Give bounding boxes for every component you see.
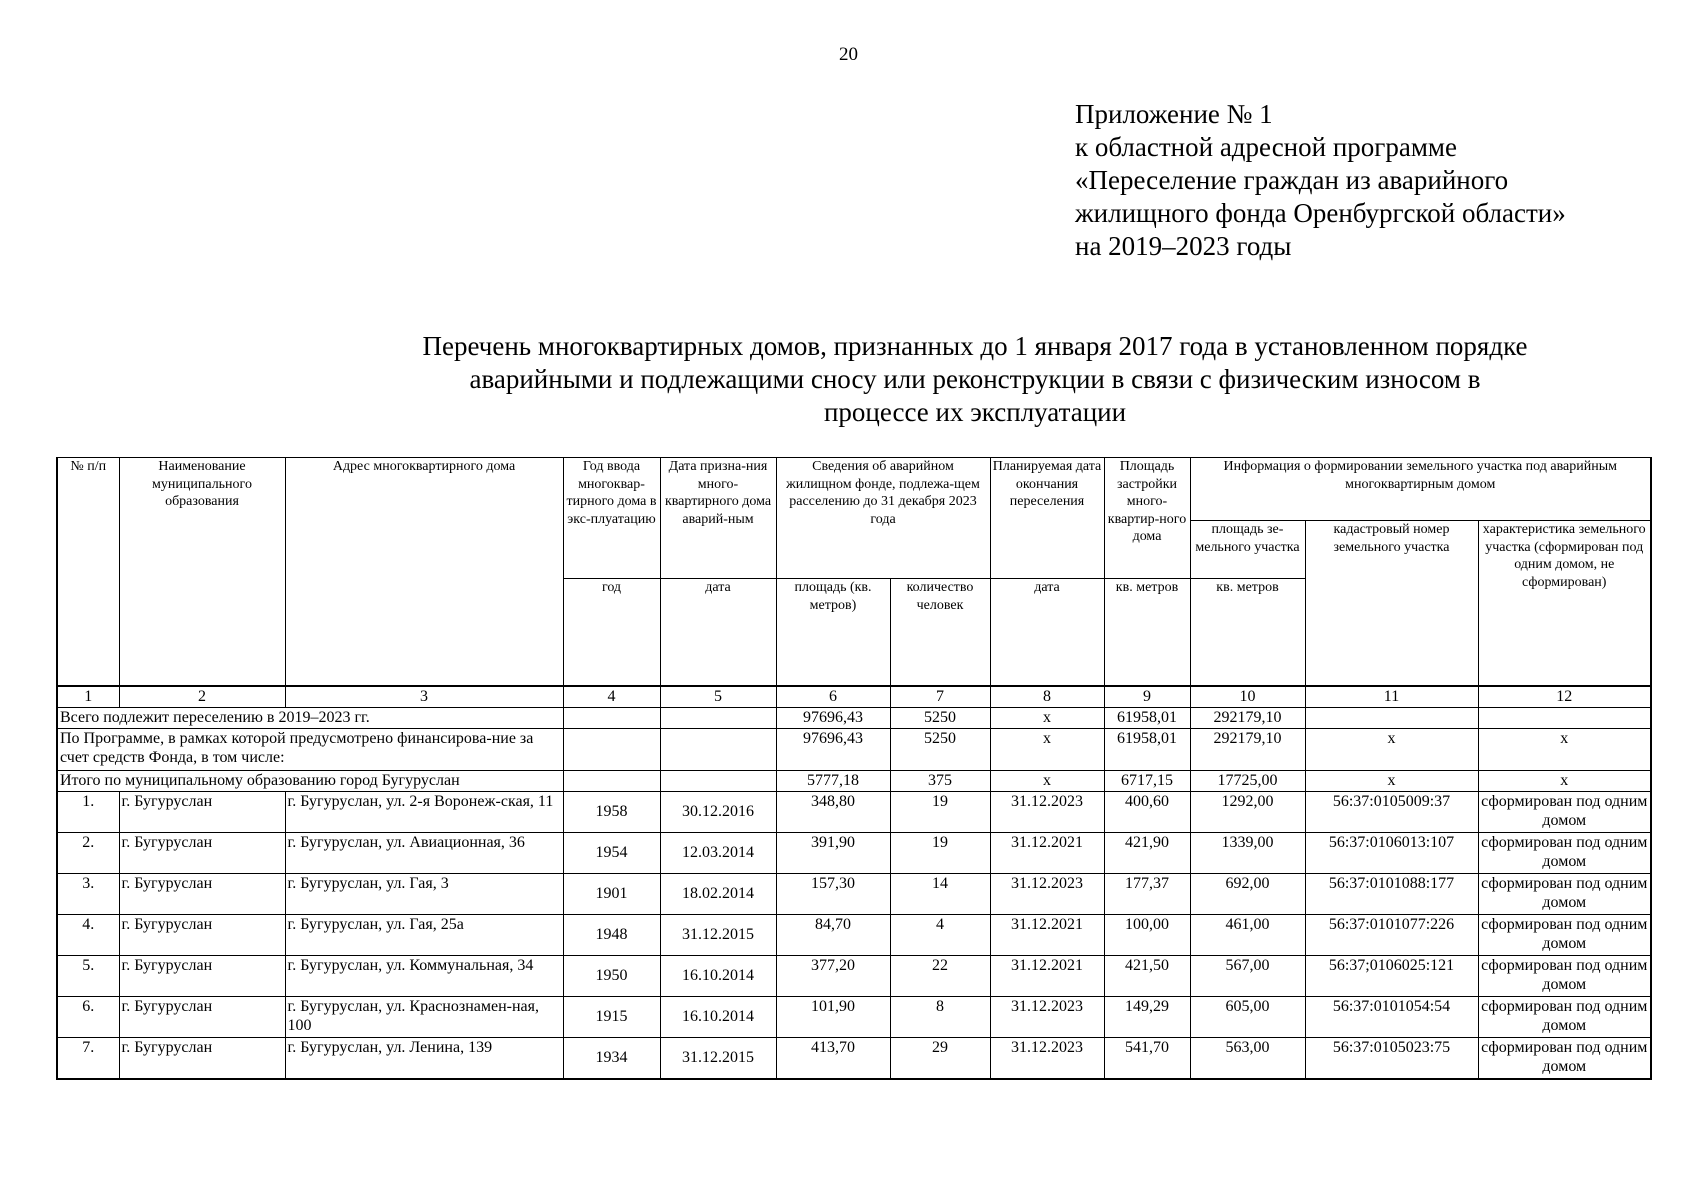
- housing-table: [56, 457, 1652, 1080]
- row-address: г. Бугуруслан, ул. Гая, 3: [285, 873, 563, 914]
- unit-sqm2: кв. метров: [1190, 579, 1305, 686]
- summary-cad: х: [1305, 770, 1478, 791]
- row-address: г. Бугуруслан, ул. 2-я Воронеж-ская, 11: [285, 791, 563, 832]
- row-land-char: сформирован под одним домом: [1478, 955, 1651, 996]
- row-land-char: сформирован под одним домом: [1478, 996, 1651, 1037]
- cell: [660, 770, 776, 791]
- row-people: 22: [890, 955, 990, 996]
- row-number: 1.: [57, 791, 119, 832]
- document-title: [330, 330, 1620, 429]
- summary-char: х: [1478, 770, 1651, 791]
- row-built-area: 177,37: [1104, 873, 1190, 914]
- appendix-line: жилищного фонда Оренбургской области»: [1075, 198, 1566, 228]
- summary-people: 375: [890, 770, 990, 791]
- summary-date: х: [990, 728, 1104, 770]
- table-row: [57, 914, 1651, 955]
- row-municipality: г. Бугуруслан: [119, 791, 285, 832]
- row-number: 7.: [57, 1037, 119, 1079]
- appendix-block: [1075, 98, 1566, 263]
- row-land-char: сформирован под одним домом: [1478, 914, 1651, 955]
- cell: [563, 770, 660, 791]
- row-date: 16.10.2014: [660, 996, 776, 1037]
- row-land-char: сформирован под одним домом: [1478, 832, 1651, 873]
- row-cadastral: 56:37:0101088:177: [1305, 873, 1478, 914]
- summary-people: 5250: [890, 707, 990, 728]
- summary-area: 97696,43: [776, 707, 890, 728]
- cell: [563, 728, 660, 770]
- unit-year: год: [563, 579, 660, 686]
- unit-area: площадь (кв. метров): [776, 579, 890, 686]
- row-date: 18.02.2014: [660, 873, 776, 914]
- row-date: 31.12.2015: [660, 914, 776, 955]
- summary-row: [57, 770, 1651, 791]
- row-land-char: сформирован под одним домом: [1478, 791, 1651, 832]
- row-end-date: 31.12.2023: [990, 791, 1104, 832]
- row-year: 1950: [563, 955, 660, 996]
- row-area: 157,30: [776, 873, 890, 914]
- row-built-area: 541,70: [1104, 1037, 1190, 1079]
- summary-area: 97696,43: [776, 728, 890, 770]
- summary-char: х: [1478, 728, 1651, 770]
- row-year: 1915: [563, 996, 660, 1037]
- row-end-date: 31.12.2023: [990, 873, 1104, 914]
- row-cadastral: 56:37:0101054:54: [1305, 996, 1478, 1037]
- unit-date2: дата: [990, 579, 1104, 686]
- row-area: 377,20: [776, 955, 890, 996]
- row-year: 1958: [563, 791, 660, 832]
- summary-row: [57, 728, 1651, 770]
- table-row: [57, 873, 1651, 914]
- row-land-area: 692,00: [1190, 873, 1305, 914]
- row-address: г. Бугуруслан, ул. Краснознамен-ная, 100: [285, 996, 563, 1037]
- header-address: Адрес многоквартирного дома: [285, 458, 563, 686]
- header-municipality: Наименование муниципального образования: [119, 458, 285, 686]
- row-address: г. Бугуруслан, ул. Авиационная, 36: [285, 832, 563, 873]
- row-year: 1934: [563, 1037, 660, 1079]
- row-year: 1901: [563, 873, 660, 914]
- row-people: 19: [890, 832, 990, 873]
- col-number: 11: [1305, 686, 1478, 708]
- page-number: 20: [839, 44, 858, 65]
- header-num: № п/п: [57, 458, 119, 686]
- row-cadastral: 56:37:0106013:107: [1305, 832, 1478, 873]
- row-municipality: г. Бугуруслан: [119, 955, 285, 996]
- row-municipality: г. Бугуруслан: [119, 1037, 285, 1079]
- row-land-char: сформирован под одним домом: [1478, 1037, 1651, 1079]
- row-number: 3.: [57, 873, 119, 914]
- row-date: 31.12.2015: [660, 1037, 776, 1079]
- row-area: 101,90: [776, 996, 890, 1037]
- header-built-area: Площадь застройки много-квартир-ного дома: [1104, 458, 1190, 579]
- unit-sqm: кв. метров: [1104, 579, 1190, 686]
- title-line: аварийными и подлежащими сносу или реконструкции в связи с физическим износом в: [469, 364, 1481, 394]
- unit-date: дата: [660, 579, 776, 686]
- row-municipality: г. Бугуруслан: [119, 832, 285, 873]
- row-area: 413,70: [776, 1037, 890, 1079]
- row-people: 19: [890, 791, 990, 832]
- row-number: 2.: [57, 832, 119, 873]
- summary-built: 61958,01: [1104, 707, 1190, 728]
- row-address: г. Бугуруслан, ул. Ленина, 139: [285, 1037, 563, 1079]
- row-number: 6.: [57, 996, 119, 1037]
- summary-area: 5777,18: [776, 770, 890, 791]
- row-built-area: 149,29: [1104, 996, 1190, 1037]
- row-date: 30.12.2016: [660, 791, 776, 832]
- appendix-line: Приложение № 1: [1075, 99, 1273, 129]
- cell: [660, 728, 776, 770]
- row-year: 1954: [563, 832, 660, 873]
- summary-label: По Программе, в рамках которой предусмотрено финансирова-ние за счет средств Фонда, в том числе:: [57, 728, 563, 770]
- col-number: 8: [990, 686, 1104, 708]
- row-cadastral: 56:37;0106025:121: [1305, 955, 1478, 996]
- table-row: [57, 955, 1651, 996]
- row-area: 391,90: [776, 832, 890, 873]
- unit-people: количество человек: [890, 579, 990, 686]
- table-row: [57, 791, 1651, 832]
- row-built-area: 421,90: [1104, 832, 1190, 873]
- row-people: 14: [890, 873, 990, 914]
- row-people: 4: [890, 914, 990, 955]
- row-area: 348,80: [776, 791, 890, 832]
- row-built-area: 421,50: [1104, 955, 1190, 996]
- row-municipality: г. Бугуруслан: [119, 996, 285, 1037]
- col-number: 5: [660, 686, 776, 708]
- row-number: 4.: [57, 914, 119, 955]
- row-end-date: 31.12.2023: [990, 1037, 1104, 1079]
- row-land-area: 567,00: [1190, 955, 1305, 996]
- row-land-area: 461,00: [1190, 914, 1305, 955]
- summary-land: 292179,10: [1190, 707, 1305, 728]
- cell: [660, 707, 776, 728]
- row-end-date: 31.12.2023: [990, 996, 1104, 1037]
- summary-cad: х: [1305, 728, 1478, 770]
- row-year: 1948: [563, 914, 660, 955]
- row-date: 16.10.2014: [660, 955, 776, 996]
- row-land-area: 1292,00: [1190, 791, 1305, 832]
- appendix-line: на 2019–2023 годы: [1075, 231, 1292, 261]
- row-land-area: 563,00: [1190, 1037, 1305, 1079]
- col-number: 12: [1478, 686, 1651, 708]
- row-municipality: г. Бугуруслан: [119, 914, 285, 955]
- col-number: 1: [57, 686, 119, 708]
- summary-row: [57, 707, 1651, 728]
- row-land-area: 605,00: [1190, 996, 1305, 1037]
- summary-people: 5250: [890, 728, 990, 770]
- row-address: г. Бугуруслан, ул. Гая, 25а: [285, 914, 563, 955]
- header-land-char: характеристика земельного участка (сформирован под одним домом, не сформирован): [1478, 521, 1651, 686]
- header-emergency-info: Сведения об аварийном жилищном фонде, подлежа-щем расселению до 31 декабря 2023 года: [776, 458, 990, 579]
- summary-cad: [1305, 707, 1478, 728]
- appendix-line: «Переселение граждан из аварийного: [1075, 165, 1509, 195]
- row-land-char: сформирован под одним домом: [1478, 873, 1651, 914]
- row-built-area: 400,60: [1104, 791, 1190, 832]
- summary-built: 6717,15: [1104, 770, 1190, 791]
- row-end-date: 31.12.2021: [990, 955, 1104, 996]
- header-planned-end: Планируемая дата окончания переселения: [990, 458, 1104, 579]
- col-number: 2: [119, 686, 285, 708]
- row-cadastral: 56:37:0105009:37: [1305, 791, 1478, 832]
- summary-date: х: [990, 770, 1104, 791]
- row-people: 29: [890, 1037, 990, 1079]
- summary-land: 292179,10: [1190, 728, 1305, 770]
- title-line: Перечень многоквартирных домов, признанных до 1 января 2017 года в установленном порядке: [422, 331, 1528, 361]
- row-people: 8: [890, 996, 990, 1037]
- summary-label: Всего подлежит переселению в 2019–2023 гг.: [57, 707, 563, 728]
- summary-land: 17725,00: [1190, 770, 1305, 791]
- row-municipality: г. Бугуруслан: [119, 873, 285, 914]
- header-cadastral: кадастровый номер земельного участка: [1305, 521, 1478, 686]
- row-end-date: 31.12.2021: [990, 832, 1104, 873]
- header-year: Год ввода многоквар-тирного дома в экс-плуатацию: [563, 458, 660, 579]
- summary-char: [1478, 707, 1651, 728]
- col-number: 3: [285, 686, 563, 708]
- header-land-area: площадь зе-мельного участка: [1190, 521, 1305, 579]
- col-number: 10: [1190, 686, 1305, 708]
- row-number: 5.: [57, 955, 119, 996]
- row-cadastral: 56:37:0101077:226: [1305, 914, 1478, 955]
- row-area: 84,70: [776, 914, 890, 955]
- row-cadastral: 56:37:0105023:75: [1305, 1037, 1478, 1079]
- title-line: процессе их эксплуатации: [823, 397, 1127, 427]
- summary-date: х: [990, 707, 1104, 728]
- col-number: 4: [563, 686, 660, 708]
- col-number: 6: [776, 686, 890, 708]
- row-date: 12.03.2014: [660, 832, 776, 873]
- row-land-area: 1339,00: [1190, 832, 1305, 873]
- header-land-info: Информация о формировании земельного участка под аварийным многоквартирным домом: [1190, 458, 1651, 521]
- table-row: [57, 996, 1651, 1037]
- table-row: [57, 832, 1651, 873]
- row-end-date: 31.12.2021: [990, 914, 1104, 955]
- summary-label: Итого по муниципальному образованию город Бугуруслан: [57, 770, 563, 791]
- row-address: г. Бугуруслан, ул. Коммунальная, 34: [285, 955, 563, 996]
- col-number: 9: [1104, 686, 1190, 708]
- table-row: [57, 1037, 1651, 1079]
- appendix-line: к областной адресной программе: [1075, 132, 1457, 162]
- summary-built: 61958,01: [1104, 728, 1190, 770]
- header-date-recognized: Дата призна-ния много-квартирного дома аварий-ным: [660, 458, 776, 579]
- cell: [563, 707, 660, 728]
- row-built-area: 100,00: [1104, 914, 1190, 955]
- col-number: 7: [890, 686, 990, 708]
